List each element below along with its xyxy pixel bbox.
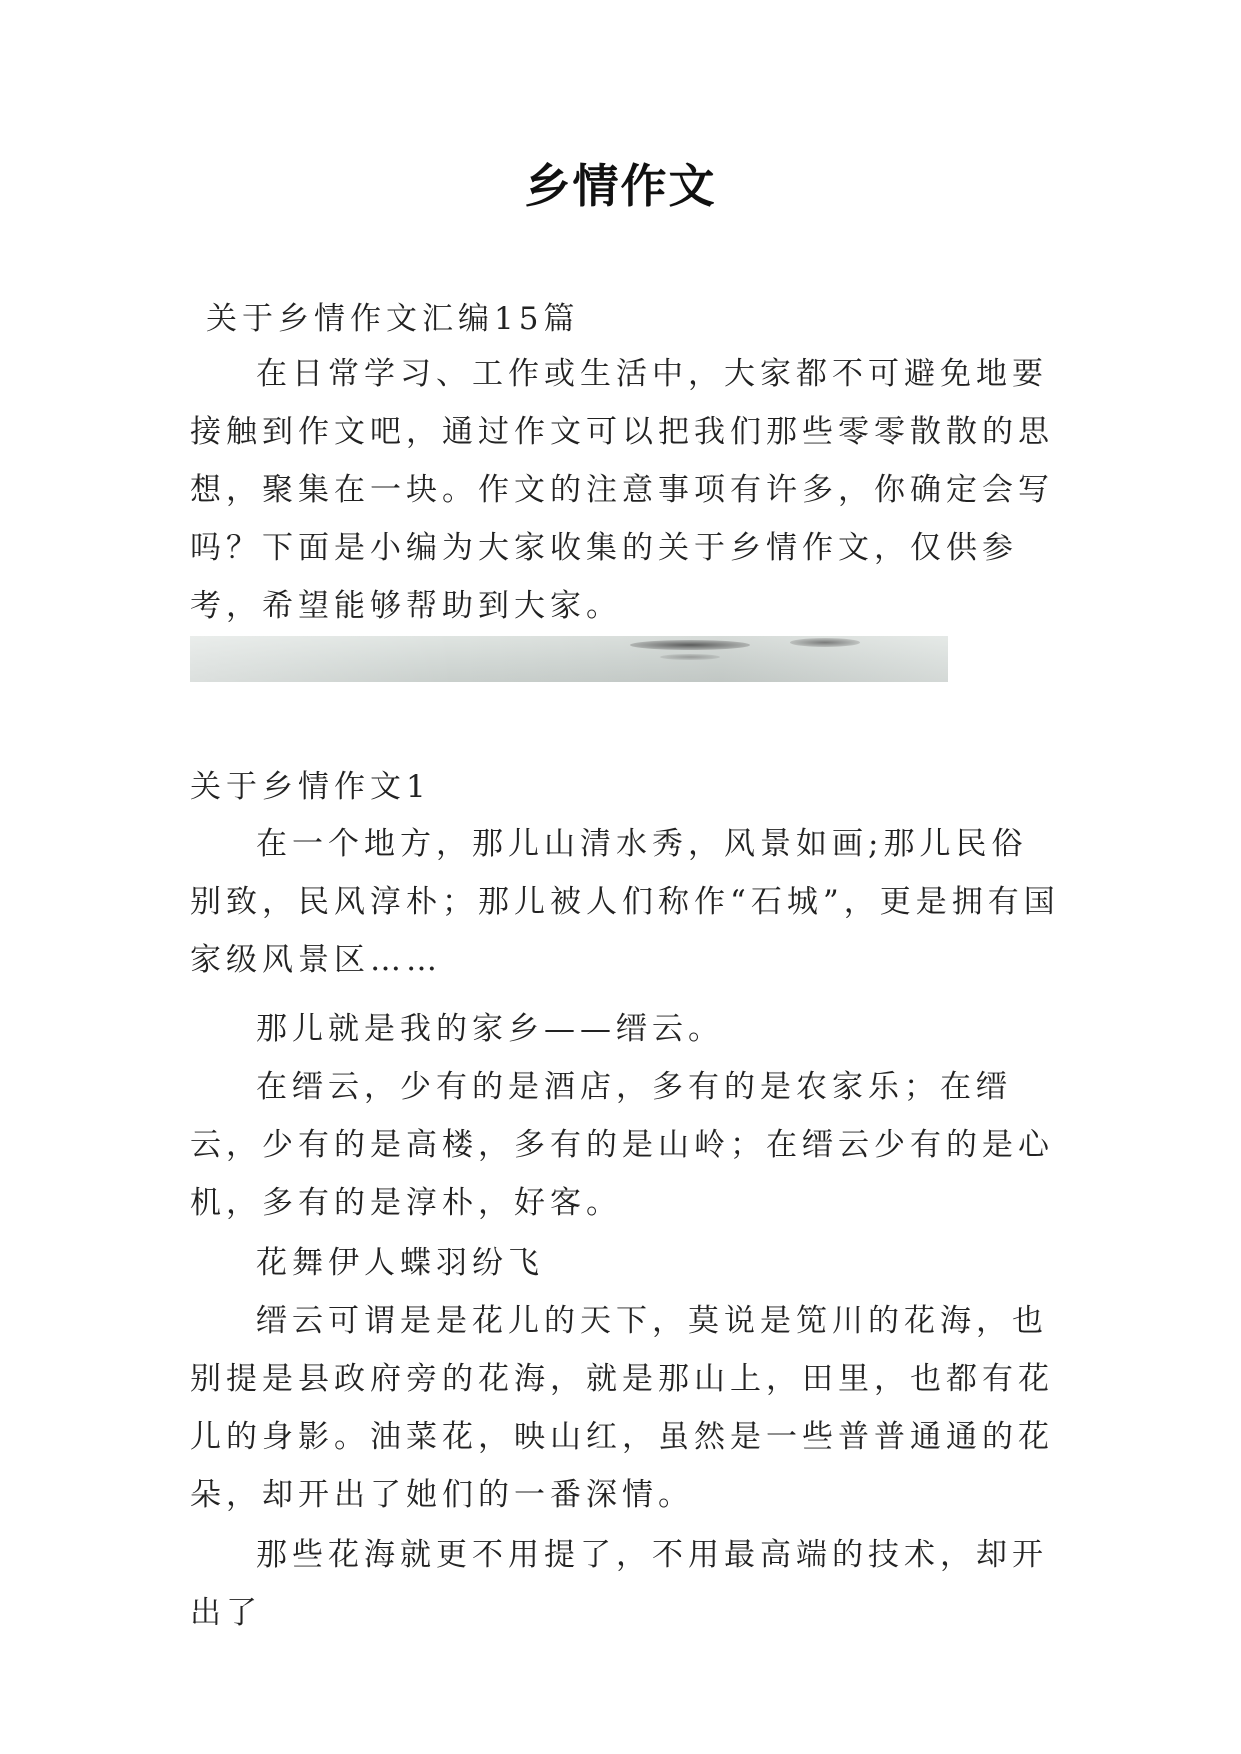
body-paragraph: 那儿就是我的家乡——缙云。	[256, 1011, 724, 1047]
section-heading: 关于乡情作文1	[190, 769, 431, 805]
banner-image-stroke	[630, 640, 750, 650]
body-paragraph: 在缙云，少有的是酒店，多有的是农家乐；在缙云，少有的是高楼，多有的是山岭；在缙云少有的是心机，多有的是淳朴，好客。	[190, 1069, 1054, 1221]
banner-image-stroke	[660, 654, 720, 660]
intro-paragraph: 在日常学习、工作或生活中，大家都不可避免地要接触到作文吧，通过作文可以把我们那些零零散散的思想，聚集在一块。作文的注意事项有许多，你确定会写吗？下面是小编为大家收集的关于乡情作文，仅供参考，希望能够帮助到大家。	[190, 356, 1054, 624]
document-subtitle: 关于乡情作文汇编15篇	[206, 301, 580, 337]
body-paragraph: 花舞伊人蝶羽纷飞	[256, 1245, 544, 1281]
document-title: 乡情作文	[524, 159, 717, 213]
banner-image	[190, 636, 948, 682]
banner-image-stroke	[790, 638, 860, 647]
body-paragraph: 在一个地方，那儿山清水秀，风景如画;那儿民俗别致，民风淳朴；那儿被人们称作“石城”，更是拥有国家级风景区……	[190, 826, 1060, 978]
body-paragraph: 那些花海就更不用提了，不用最高端的技术，却开出了	[190, 1537, 1048, 1631]
body-paragraph: 缙云可谓是是花儿的天下，莫说是笕川的花海，也别提是县政府旁的花海，就是那山上，田里，也都有花儿的身影。油菜花，映山红，虽然是一些普普通通的花朵，却开出了她们的一番深情。	[190, 1303, 1054, 1513]
